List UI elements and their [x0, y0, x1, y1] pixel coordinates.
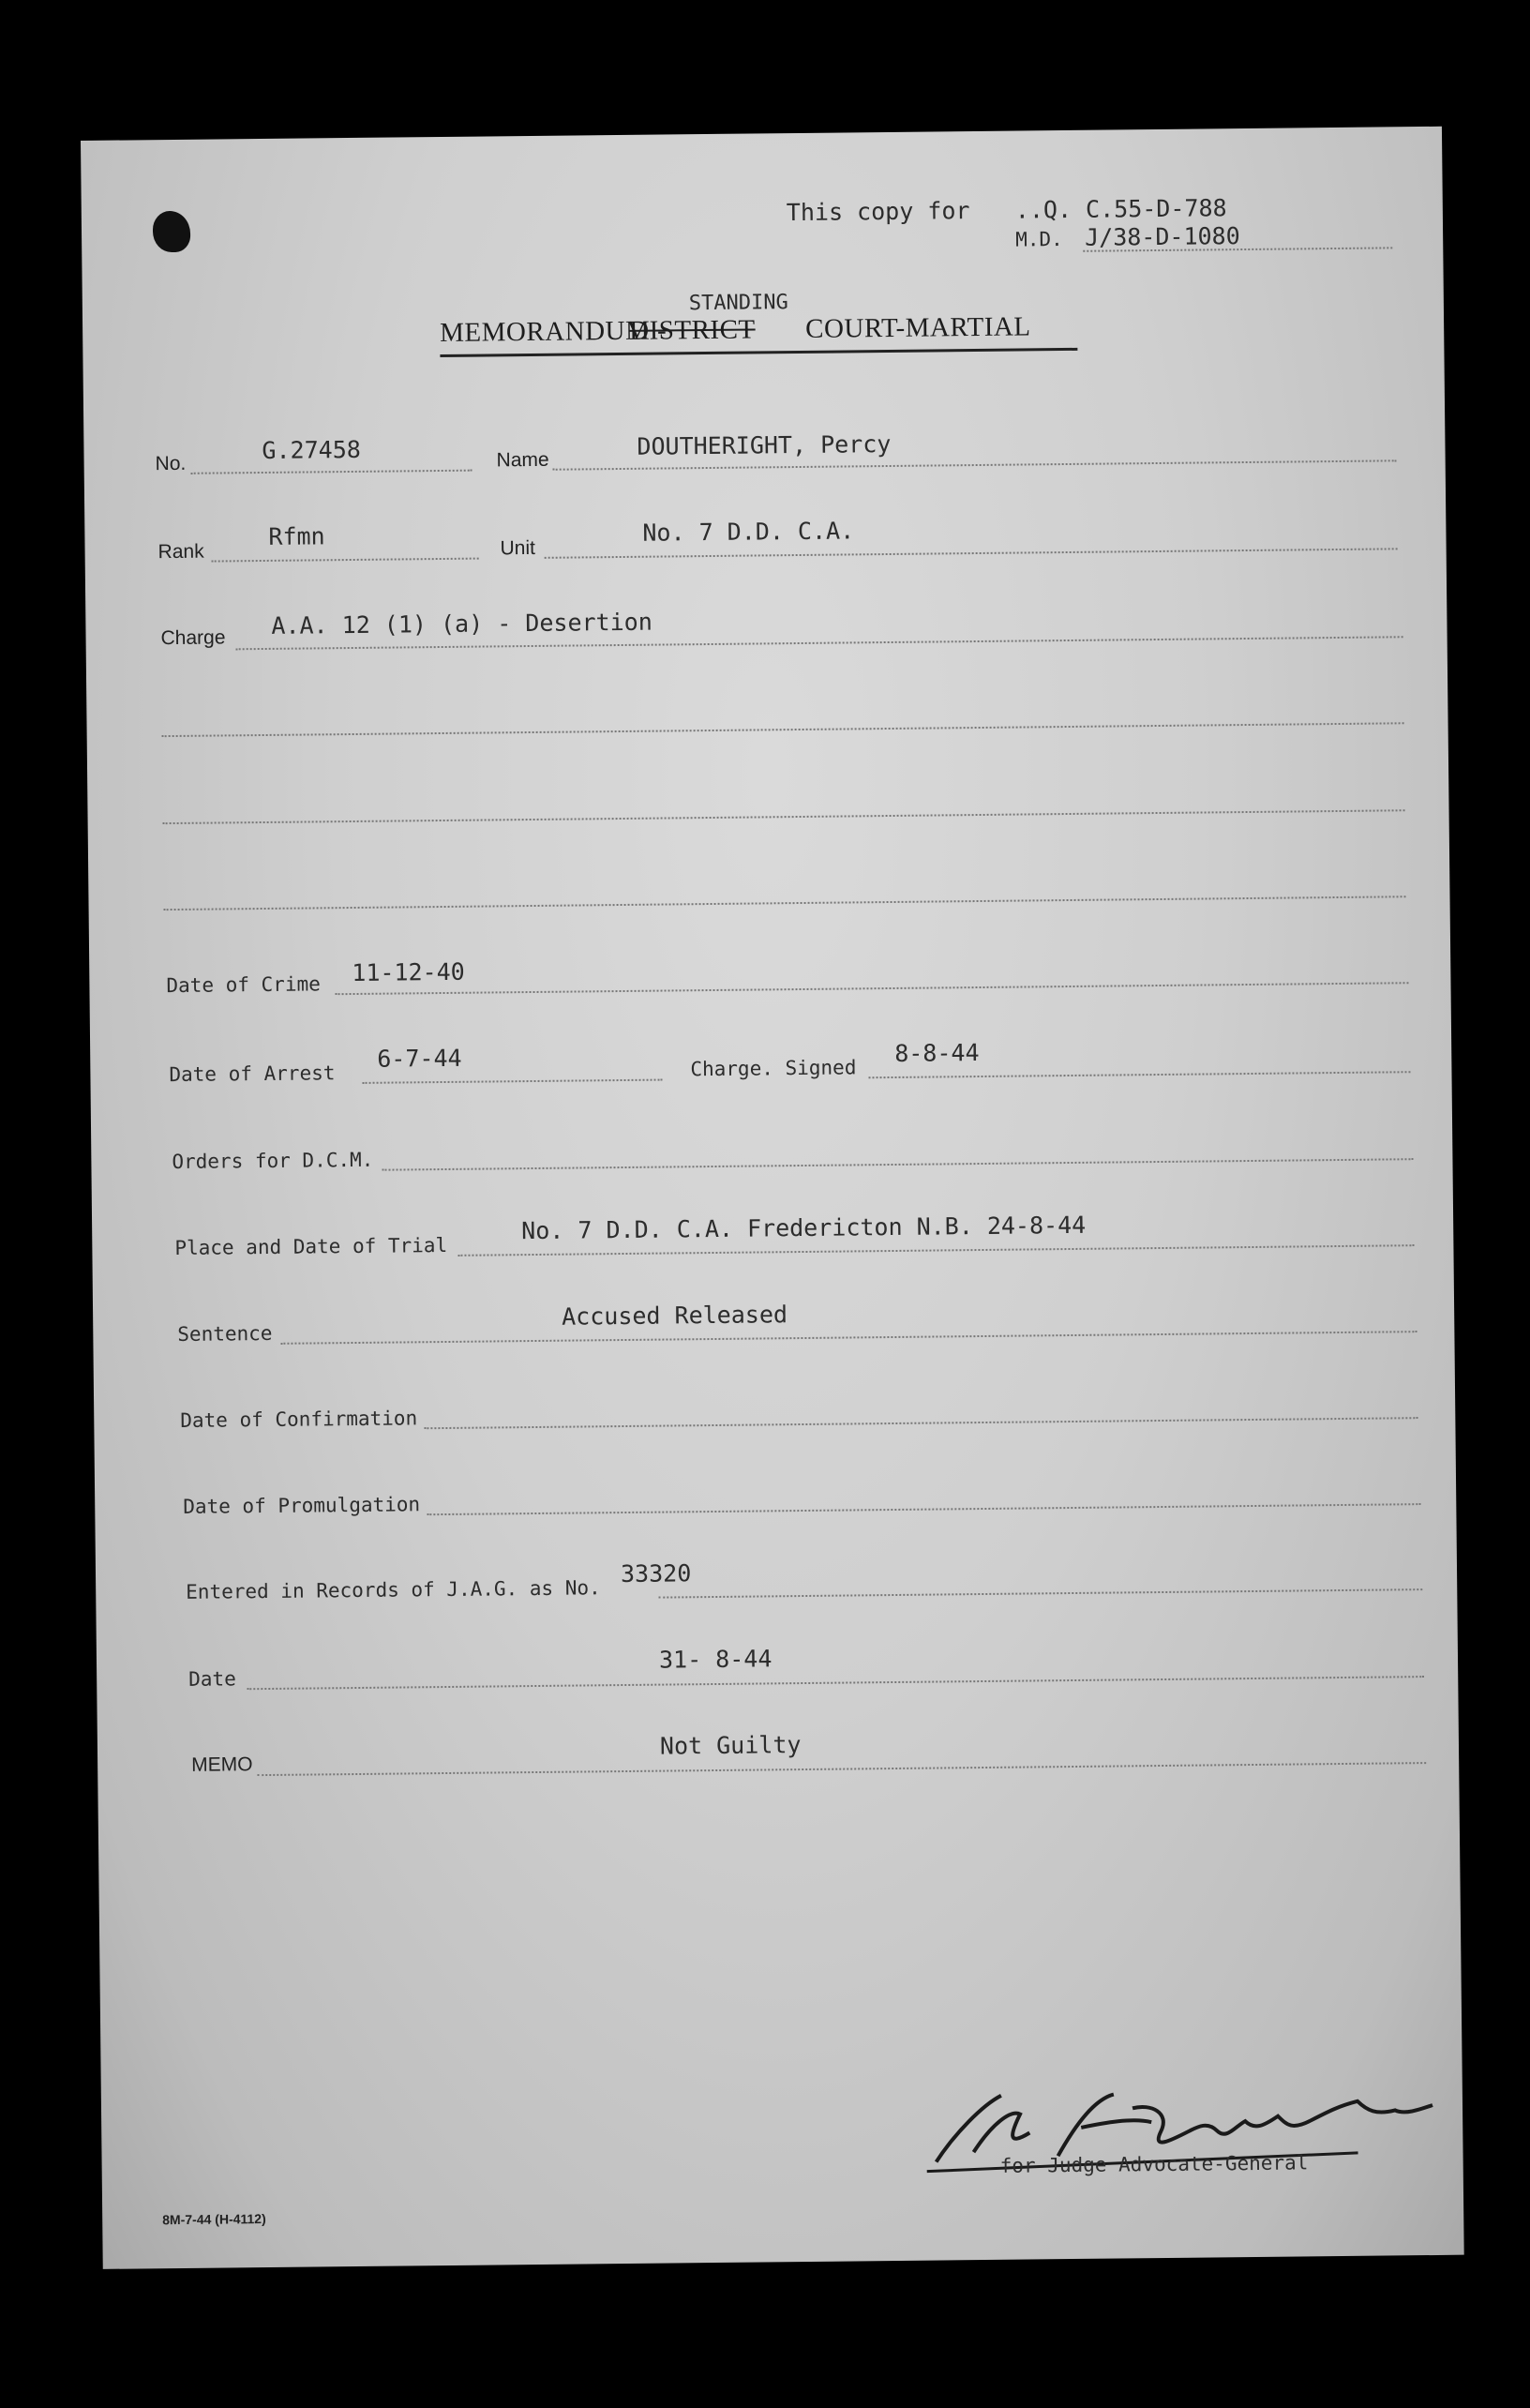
rank-value: Rfmn	[268, 522, 325, 550]
unit-value: No. 7 D.D. C.A.	[642, 517, 855, 547]
date-of-confirmation-label: Date of Confirmation	[180, 1407, 418, 1432]
charge-line-3	[163, 809, 1405, 824]
copy-label: This copy for	[786, 197, 970, 227]
rank-label: Rank	[158, 540, 204, 564]
date-of-arrest-label: Date of Arrest	[169, 1061, 336, 1087]
punch-hole	[153, 211, 190, 252]
sentence-label: Sentence	[177, 1321, 273, 1346]
date-of-crime-label: Date of Crime	[166, 972, 321, 998]
place-date-trial-value: No. 7 D.D. C.A. Fredericton N.B. 24-8-44	[521, 1211, 1087, 1245]
date-of-promulgation-label: Date of Promulgation	[183, 1493, 421, 1518]
no-label: No.	[155, 452, 187, 475]
unit-label: Unit	[500, 536, 536, 560]
form-number: 8M-7-44 (H-4112)	[162, 2211, 266, 2228]
place-date-trial-label: Place and Date of Trial	[174, 1233, 448, 1260]
entered-records-value: 33320	[620, 1559, 692, 1588]
date-of-arrest-value: 6-7-44	[377, 1044, 462, 1073]
memorandum-sheet	[81, 127, 1464, 2269]
charge-line-2	[162, 722, 1404, 737]
district-struck: DISTRICT	[628, 314, 756, 346]
name-value: DOUTHERIGHT, Percy	[637, 429, 892, 460]
name-label: Name	[496, 448, 549, 472]
copy-md-reference: J/38-D-1080	[1084, 222, 1240, 251]
memo-value: Not Guilty	[659, 1731, 802, 1760]
charge-line-4	[164, 895, 1406, 911]
standing-insertion: STANDING	[688, 291, 788, 316]
charge-label: Charge	[160, 626, 226, 650]
date-label: Date	[188, 1667, 236, 1691]
date-value: 31- 8-44	[658, 1645, 772, 1674]
title-underline	[440, 348, 1077, 357]
sentence-value: Accused Released	[562, 1301, 788, 1331]
charge-signed-label: Charge. Signed	[690, 1056, 857, 1081]
no-value: G.27458	[262, 435, 361, 464]
date-of-crime-value: 11-12-40	[352, 957, 465, 987]
signature-caption: for Judge Advocate-General	[999, 2151, 1309, 2177]
memo-label: MEMO	[191, 1753, 253, 1776]
orders-dcm-label: Orders for D.C.M.	[172, 1148, 374, 1174]
charge-signed-value: 8-8-44	[894, 1039, 980, 1067]
charge-value: A.A. 12 (1) (a) - Desertion	[271, 608, 652, 640]
memorandum-label: MEMORANDUM -	[440, 315, 668, 348]
copy-md-label: M.D.	[1015, 228, 1063, 251]
copy-hq-reference: ..Q. C.55-D-788	[1014, 194, 1227, 224]
entered-records-label: Entered in Records of J.A.G. as No.	[186, 1576, 601, 1603]
court-martial-label: COURT-MARTIAL	[804, 311, 1031, 344]
